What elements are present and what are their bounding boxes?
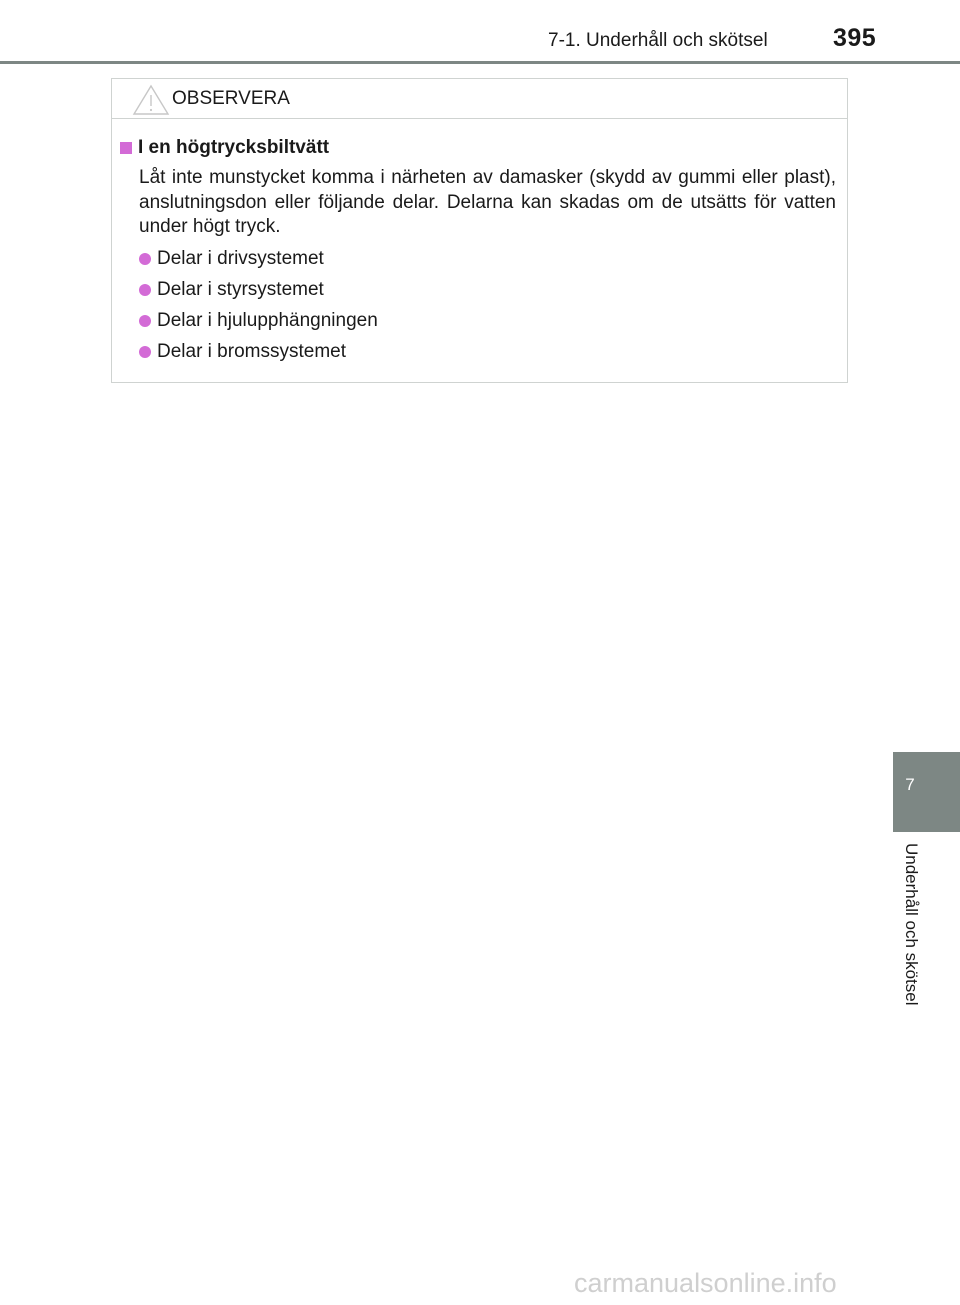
list-item bbox=[139, 243, 378, 274]
list-item bbox=[139, 305, 378, 336]
square-bullet-icon bbox=[120, 142, 132, 154]
section-body-text: Låt inte munstycket komma i närheten av damasker (skydd av gummi eller plast), anslutningsdon eller följande delar. Delarna kan skadas om de utsätts för vatten under högt tryck. bbox=[139, 167, 836, 237]
bullet-dot-icon bbox=[139, 346, 151, 358]
notice-label: OBSERVERA bbox=[172, 88, 290, 109]
list-item-text: Delar i hjulupphängningen bbox=[157, 309, 378, 331]
list-item bbox=[139, 336, 378, 367]
list-item-text: Delar i styrsystemet bbox=[157, 278, 324, 300]
chapter-number: 7 bbox=[905, 775, 915, 794]
bullet-dot-icon bbox=[139, 315, 151, 327]
notice-header bbox=[112, 79, 847, 119]
notice-box bbox=[111, 78, 848, 383]
warning-triangle-icon bbox=[132, 84, 170, 116]
list-item bbox=[139, 274, 378, 305]
list-item-text: Delar i bromssystemet bbox=[157, 340, 346, 362]
watermark: carmanualsonline.info bbox=[574, 1268, 837, 1298]
bullet-dot-icon bbox=[139, 253, 151, 265]
section-heading-text: I en högtrycksbiltvätt bbox=[138, 137, 330, 158]
chapter-label: Underhåll och skötsel bbox=[902, 843, 921, 1006]
header-section-title: 7-1. Underhåll och skötsel bbox=[548, 30, 768, 51]
section-heading bbox=[120, 137, 329, 159]
list-item-text: Delar i drivsystemet bbox=[157, 247, 324, 269]
parts-list bbox=[139, 243, 378, 367]
header-divider bbox=[0, 61, 960, 64]
page-number: 395 bbox=[833, 24, 877, 52]
bullet-dot-icon bbox=[139, 284, 151, 296]
